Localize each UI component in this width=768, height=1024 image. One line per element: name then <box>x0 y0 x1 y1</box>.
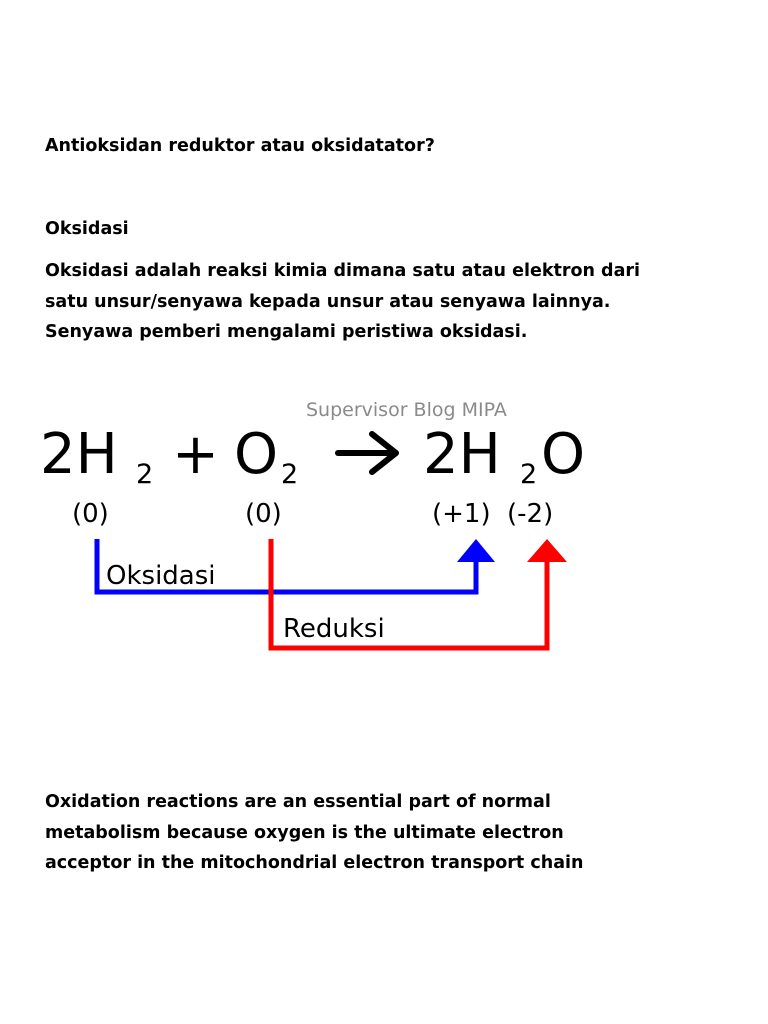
equation-subscript: 2 <box>520 459 538 490</box>
equation-subscript: 2 <box>281 459 299 490</box>
reduction-label: Reduksi <box>283 614 385 644</box>
oxidation-label: Oksidasi <box>106 561 216 591</box>
equation-product-o: O <box>541 422 586 487</box>
oxidation-state-o-product: (-2) <box>507 499 554 529</box>
paragraph-line: Senyawa pemberi mengalami peristiwa oksidasi. <box>45 322 528 342</box>
paragraph-line: satu unsur/senyawa kepada unsur atau senyawa lainnya. <box>45 291 611 312</box>
equation-reactant-h2: 2H <box>40 422 118 487</box>
equation-plus: + <box>172 422 219 487</box>
equation-product-h2o: 2H <box>423 422 501 487</box>
reaction-arrow-icon <box>338 434 396 472</box>
oxidation-state-o2: (0) <box>245 499 282 529</box>
equation-reactant-o2: O <box>234 422 279 487</box>
watermark-text: Supervisor Blog MIPA <box>306 399 507 421</box>
section-heading: Oksidasi <box>45 219 129 239</box>
oxidation-arrowhead-icon <box>457 539 495 562</box>
oxidation-states <box>72 499 553 529</box>
oxidation-state-h2: (0) <box>72 499 109 529</box>
paragraph-line: acceptor in the mitochondrial electron transport chain <box>45 853 584 873</box>
paragraph-line: Oksidasi adalah reaksi kimia dimana satu atau elektron dari <box>45 261 641 281</box>
oxidation-state-h-product: (+1) <box>432 499 491 529</box>
paragraph-line: Oxidation reactions are an essential part of normal <box>45 792 551 812</box>
document-title: Antioksidan reduktor atau oksidatator? <box>45 136 435 156</box>
oxidation-metabolism-paragraph <box>45 787 583 879</box>
oxidation-definition-paragraph <box>45 256 640 348</box>
paragraph-line: metabolism because oxygen is the ultimate electron <box>45 822 564 843</box>
reduction-arrowhead-icon <box>527 539 567 562</box>
redox-reaction-diagram <box>0 385 768 660</box>
equation-subscript: 2 <box>136 459 154 490</box>
oxidation-path <box>97 539 495 592</box>
chemical-equation <box>40 422 585 490</box>
